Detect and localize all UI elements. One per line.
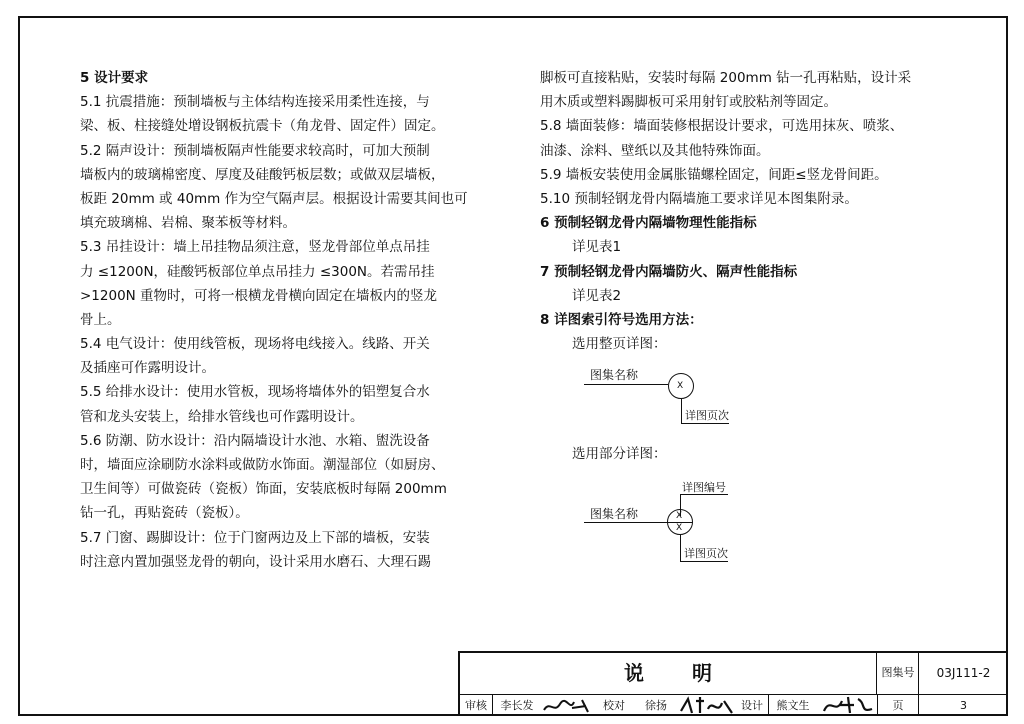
designer-name: 熊文生 (776, 699, 810, 712)
text-line: 钻一孔，再贴瓷砖（瓷板）。 (80, 505, 249, 522)
left-text-column (80, 66, 480, 574)
detail-number-text: 详图编号 (682, 481, 726, 494)
page-label-text-2: 详图页次 (684, 547, 728, 560)
text-line: 5.7 门窗、踢脚设计：位于门窗两边及上下部的墙板，安装 (80, 529, 430, 546)
index-symbol-x-bottom: X (676, 523, 683, 533)
text-line: 选用整页详图： (572, 336, 667, 353)
text-line: 5.2 隔声设计：预制墙板隔声性能要求较高时，可加大预制 (80, 142, 430, 159)
tb-separator (492, 695, 493, 716)
text-line: 5.3 吊挂设计：墙上吊挂物品须注意，竖龙骨部位单点吊挂 (80, 239, 430, 256)
page-label-underline-2 (680, 561, 728, 562)
page-label-underline (681, 423, 729, 424)
index-symbol-x-top: X (676, 511, 683, 521)
text-line: 管和龙头安装上，给排水管线也可作露明设计。 (80, 408, 364, 425)
section-heading: 7 预制轻钢龙骨内隔墙防火、隔声性能指标 (540, 263, 798, 280)
text-line: 5.8 墙面装修：墙面装修根据设计要求，可选用抹灰、喷浆、 (540, 118, 904, 135)
text-line: 5.9 墙板安装使用金属胀锚螺栓固定，间距≤竖龙骨间距。 (540, 166, 888, 183)
section-heading: 8 详图索引符号选用方法： (540, 311, 703, 328)
text-line: 及插座可作露明设计。 (80, 360, 215, 377)
tb-separator (768, 695, 769, 716)
text-line: 脚板可直接粘贴，安装时每隔 200mm 钻一孔再粘贴，设计采 (540, 70, 912, 86)
atlas-name-text-2: 图集名称 (590, 507, 639, 521)
text-line: >1200N 重物时，可将一根横龙骨横向固定在墙板内的竖龙 (80, 287, 438, 304)
text-line: 5.6 防潮、防水设计：沿内隔墙设计水池、水箱、盥洗设备 (80, 432, 430, 449)
review-label: 审核 (465, 699, 487, 712)
text-line: 5.1 抗震措施：预制墙板与主体结构连接采用柔性连接，与 (80, 94, 430, 111)
partial-detail-label: 选用部分详图： (572, 446, 667, 462)
text-line: 用木质或塑料踢脚板可采用射钉或胶粘剂等固定。 (540, 94, 837, 111)
detail-number-underline (680, 494, 728, 495)
atlas-name-text: 图集名称 (590, 368, 639, 382)
text-line: 板距 20mm 或 40mm 作为空气隔声层。根据设计需要其间也可 (80, 190, 468, 207)
text-line: 时注意内置加强竖龙骨的朝向，设计采用水磨石、大理石踢 (80, 553, 431, 570)
text-line: 详见表1 (572, 239, 622, 256)
page-label-text: 详图页次 (685, 409, 729, 422)
atlas-number: 03J111-2 (936, 666, 991, 680)
title-block (458, 651, 1008, 716)
text-line: 填充玻璃棉、岩棉、聚苯板等材料。 (80, 215, 296, 232)
text-line: 5.10 预制轻钢龙骨内隔墙施工要求详见本图集附录。 (540, 190, 858, 207)
page-leader-line (681, 399, 682, 423)
reviewer-name: 李长发 (500, 699, 534, 712)
atlas-number-label: 图集号 (881, 666, 915, 679)
index-symbol-x: X (677, 381, 684, 391)
text-line: 骨上。 (80, 311, 121, 328)
text-line: 力 ≤1200N，硅酸钙板部位单点吊挂力 ≤300N。若需吊挂 (80, 263, 435, 280)
text-line: 墙板内的玻璃棉密度、厚度及硅酸钙板层数；或做双层墙板， (80, 166, 445, 183)
section-heading: 6 预制轻钢龙骨内隔墙物理性能指标 (540, 215, 757, 232)
right-text-column (540, 66, 950, 356)
text-line: 5.4 电气设计：使用线管板，现场将电线接入。线路、开关 (80, 336, 430, 353)
check-label: 校对 (603, 699, 625, 712)
page-label: 页 (892, 699, 904, 712)
text-line: 时，墙面应涂刷防水涂料或做防水饰面。潮湿部位（如厨房、 (80, 457, 445, 473)
atlas-name-underline-2 (584, 522, 668, 523)
reviewer-signature-icon (542, 696, 598, 716)
text-line: 5.5 给排水设计：使用水管板，现场将墙体外的铝塑复合水 (80, 384, 430, 401)
text-line: 详见表2 (572, 287, 622, 304)
designer-signature-icon (820, 693, 876, 717)
text-line: 卫生间等）可做瓷砖（瓷板）饰面，安装底板时每隔 200mm (80, 481, 447, 498)
page-leader-line-2 (680, 535, 681, 561)
checker-signature-icon (678, 695, 736, 717)
title-block-top-row (460, 653, 1008, 695)
page-number: 3 (960, 699, 967, 712)
text-line: 油漆、涂料、壁纸以及其他特殊饰面。 (540, 142, 770, 159)
atlas-name-underline (584, 384, 668, 385)
partial-detail-caption (540, 442, 840, 466)
design-label: 设计 (741, 699, 763, 712)
section-heading: 5 设计要求 (80, 70, 149, 86)
checker-name: 徐扬 (645, 699, 667, 712)
sheet-title: 说明 (460, 653, 877, 694)
text-line: 梁、板、柱接缝处增设钢板抗震卡（角龙骨、固定件）固定。 (80, 118, 445, 135)
